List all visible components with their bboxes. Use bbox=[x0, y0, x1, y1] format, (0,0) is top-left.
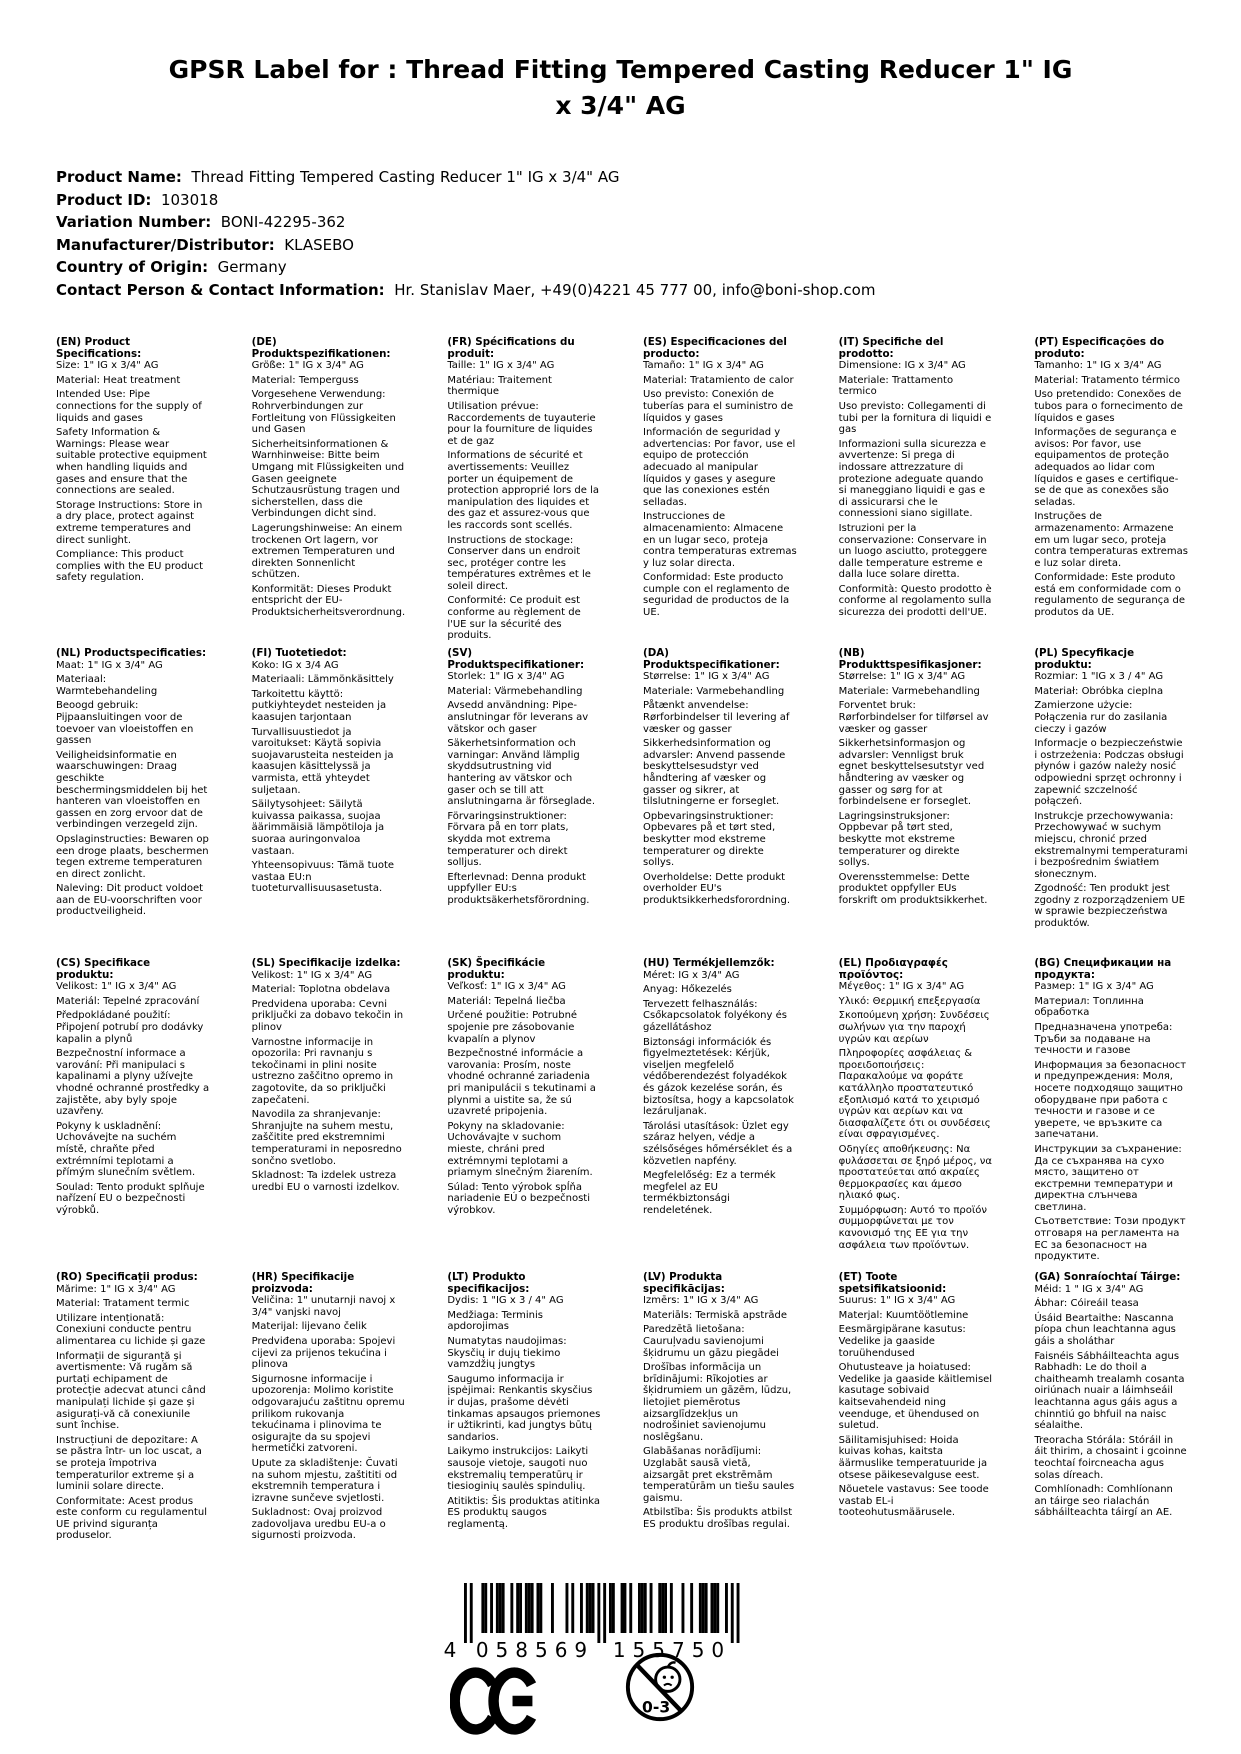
lang-paragraph: Skladnost: Ta izdelek ustreza uredbi EU o varnosti izdelkov. bbox=[251, 1170, 400, 1193]
lang-paragraph: Utilizare intenționată: Conexiuni conducte pentru alimentarea cu lichide și gaze bbox=[56, 1312, 206, 1347]
product-info-label: Manufacturer/Distributor: bbox=[56, 235, 275, 254]
lang-paragraph: Säkerhetsinformation och varningar: Använd lämplig skyddsutrustning vid hantering av vätskor och gaser och se till att anslutningarna är förseglade. bbox=[447, 738, 596, 808]
lang-paragraph: Bezpečnostné informácie a varovania: Prosím, noste vhodné ochranné zariadenia pri manipulácii s tekutinami a plynmi a uistite sa, že sú uzavreté pripojenia. bbox=[447, 1048, 596, 1118]
lang-cell-pt bbox=[1034, 337, 1188, 648]
lang-header-hu: (HU) Termékjellemzők: bbox=[643, 957, 775, 969]
lang-paragraph: Efterlevnad: Denna produkt uppfyller EU:s produktsäkerhetsförordning. bbox=[447, 871, 590, 906]
lang-paragraph: Velikost: 1" IG x 3/4" AG bbox=[251, 969, 373, 981]
lang-paragraph: Utilisation prévue: Raccordements de tuyauterie pour la fourniture de liquides et de gaz bbox=[447, 400, 596, 447]
lang-paragraph: Compliance: This product complies with the EU product safety regulation. bbox=[56, 549, 204, 584]
lang-paragraph: Forventet bruk: Rørforbindelser for tilførsel av væsker og gasser bbox=[838, 700, 989, 735]
lang-paragraph: Størrelse: 1" IG x 3/4" AG bbox=[643, 671, 770, 683]
lang-header-el: (EL) Προδιαγραφές προϊόντος: bbox=[838, 957, 948, 981]
lang-paragraph: Turvallisuustiedot ja varoitukset: Käytä sopivia suojavarusteita nesteiden ja kaasujen käsittelyssä ja varmista, että yhteydet suljetaan. bbox=[251, 726, 394, 796]
lang-paragraph: Säilytysohjeet: Säilytä kuivassa paikassa, suojaa äärimmäisiä lämpötiloja ja suoraa auringonvaloa vastaan. bbox=[251, 799, 385, 857]
lang-cell-de bbox=[252, 337, 406, 648]
lang-paragraph: Pokyny na skladovanie: Uchovávajte v suchom mieste, chráni pred extrémnymi teplotami a priamym slnečným žiarením. bbox=[447, 1120, 593, 1179]
lang-header-nb: (NB) Produkttspesifikasjoner: bbox=[838, 647, 982, 671]
lang-header-bg: (BG) Спецификации на продукта: bbox=[1034, 957, 1172, 981]
lang-paragraph: Pokyny k uskladnění: Uchovávejte na suchém místě, chraňte před extrémními teplotami a přímým slunečním světlem. bbox=[56, 1120, 196, 1179]
lang-paragraph: Conformité: Ce produit est conforme au règlement de l'UE sur la sécurité des produits. bbox=[447, 595, 581, 642]
product-info-row bbox=[56, 234, 1185, 257]
lang-paragraph: Uso previsto: Collegamenti di tubi per la fornitura di liquidi e gas bbox=[838, 400, 992, 436]
product-info-value: Thread Fitting Tempered Casting Reducer 1" IG x 3/4" AG bbox=[181, 168, 620, 186]
lang-paragraph: Matériau: Traitement thermique bbox=[447, 374, 552, 398]
product-info-label: Variation Number: bbox=[56, 213, 212, 231]
lang-paragraph: Paredzētā lietošana: Cauruļvadu savienojumi šķidrumu un gāzu piegādei bbox=[643, 1324, 779, 1359]
lang-paragraph: Taille: 1" IG x 3/4" AG bbox=[447, 360, 555, 372]
lang-paragraph: Beoogd gebruik: Pijpaansluitingen voor de toevoer van vloeistoffen en gassen bbox=[56, 700, 194, 747]
lang-paragraph: Istruzioni per la conservazione: Conservare in un luogo asciutto, proteggere dalle temperature estreme e dalla luce solare diretta. bbox=[838, 522, 987, 581]
lang-paragraph: Tárolási utasítások: Üzlet egy száraz helyen, védje a szélsőséges hőmérséklet és a közvetlen napfény. bbox=[643, 1120, 793, 1167]
lang-paragraph: Størrelse: 1" IG x 3/4" AG bbox=[838, 671, 966, 683]
lang-paragraph: Nõuetele vastavus: See toode vastab EL-i tooteohutusmäärusele. bbox=[838, 1484, 989, 1519]
product-info-value: KLASEBO bbox=[274, 235, 354, 254]
lang-header-cs: (CS) Specifikace produktu: bbox=[56, 957, 151, 981]
lang-paragraph: Atbilstība: Šis produkts atbilst ES produktu drošības regulai. bbox=[643, 1507, 793, 1530]
lang-paragraph: Treoracha Stórála: Stóráil in áit thirim, a chosaint i gcoinne teochtaí foircneacha agus solas díreach. bbox=[1034, 1434, 1187, 1481]
lang-paragraph: Material: Värmebehandling bbox=[447, 685, 583, 697]
lang-header-sk: (SK) Špecifikácie produktu: bbox=[447, 957, 546, 981]
lang-paragraph: Varnostne informacije in opozorila: Pri ravnanju s tekočinami in plini nosite ustrezno zaščitno opremo in zagotovite, da so priključki zapečateni. bbox=[251, 1036, 394, 1106]
lang-paragraph: Materjal: Kuumtöötlemine bbox=[838, 1309, 969, 1321]
lang-cell-nl bbox=[56, 648, 210, 958]
lang-paragraph: Megfelelőség: Ez a termék megfelel az EU termékbiztonsági rendeletének. bbox=[643, 1170, 776, 1216]
lang-paragraph: Sigurnosne informacije i upozorenja: Molimo koristite odgovarajuću zaštitnu opremu prilikom rukovanja tekućinama i plinovima te osigurajte da su spojevi hermetički zatvoreni. bbox=[251, 1373, 405, 1455]
lang-cell-ga bbox=[1034, 1272, 1188, 1542]
lang-paragraph: Intended Use: Pipe connections for the supply of liquids and gases bbox=[56, 389, 202, 424]
lang-paragraph: Materiál: Tepelná liečba bbox=[447, 995, 566, 1007]
lang-paragraph: Zamierzone użycie: Połączenia rur do zasilania cieczy i gazów bbox=[1034, 700, 1168, 735]
lang-paragraph: Saugumo informacija ir įspėjimai: Renkantis skysčius ir dujas, prašome dėvėti tinkamas apsaugos priemones ir užtikrinti, kad jungtys būtų sandarios. bbox=[447, 1373, 601, 1443]
lang-paragraph: Informacje o bezpieczeństwie i ostrzeżenia: Podczas obsługi płynów i gazów należy nosić odpowiedni sprzęt ochronny i zapewnić szczelność połączeń. bbox=[1034, 738, 1184, 808]
lang-paragraph: Lagringsinstruksjoner: Oppbevar på tørt sted, beskytte mot ekstreme temperaturer og direkte sollys. bbox=[838, 810, 960, 869]
lang-paragraph: Atitiktis: Šis produktas atitinka ES produktų saugos reglamentą. bbox=[447, 1495, 601, 1530]
lang-cell-nb bbox=[839, 648, 993, 958]
lang-paragraph: Koko: IG x 3/4 AG bbox=[251, 659, 339, 671]
lang-paragraph: Ábhar: Cóireáil teasa bbox=[1034, 1298, 1139, 1310]
lang-paragraph: Conformitate: Acest produs este conform cu regulamentul UE privind siguranța produselor. bbox=[56, 1495, 207, 1542]
lang-paragraph: Instructions de stockage: Conserver dans un endroit sec, protéger contre les températures extrêmes et le soleil direct. bbox=[447, 534, 591, 592]
language-grid bbox=[56, 337, 1188, 1542]
age-warning-icon bbox=[623, 1650, 697, 1728]
barcode-group2: 155750 bbox=[612, 1638, 732, 1662]
lang-paragraph: Материал: Топлинна обработка bbox=[1034, 995, 1144, 1019]
lang-paragraph: Información de seguridad y advertencias: Por favor, use el equipo de protección adecuado al manipular líquidos y gases y asegure que las conexiones estén selladas. bbox=[643, 427, 796, 508]
lang-cell-sv bbox=[447, 648, 601, 958]
lang-paragraph: Informazioni sulla sicurezza e avvertenze: Si prega di indossare attrezzature di protezione adeguate quando si maneggiano liquidi e gas e di assicurarsi che le connessioni siano sigillate. bbox=[838, 438, 987, 520]
lang-header-ro: (RO) Specificații produs: bbox=[56, 1271, 198, 1283]
lang-paragraph: Overensstemmelse: Dette produktet oppfyller EUs forskrift om produktsikkerhet. bbox=[838, 871, 988, 906]
barcode-first-digit: 4 bbox=[443, 1638, 457, 1662]
lang-paragraph: Bezpečnostní informace a varování: Při manipulaci s kapalinami a plyny užívejte vhodné ochranné prostředky a zajistěte, aby byly spoje uzavřeny. bbox=[56, 1048, 210, 1118]
barcode-group1: 058569 bbox=[475, 1638, 595, 1662]
product-info-label: Product Name: bbox=[56, 168, 182, 186]
age-warning-text: 0-3 bbox=[642, 1698, 671, 1717]
lang-cell-sk bbox=[447, 958, 601, 1272]
lang-paragraph: Größe: 1" IG x 3/4" AG bbox=[251, 360, 364, 372]
lang-paragraph: Instrucțiuni de depozitare: A se păstra într- un loc uscat, a se proteja împotriva temperaturilor extreme și a luminii solare directe. bbox=[56, 1434, 202, 1493]
lang-cell-et bbox=[839, 1272, 993, 1542]
lang-paragraph: Materiāls: Termiskā apstrāde bbox=[643, 1309, 788, 1321]
lang-paragraph: Instrucciones de almacenamiento: Almacene en un lugar seco, proteja contra temperaturas extremas y luz solar directa. bbox=[643, 511, 797, 569]
lang-header-en: (EN) Product Specifications: bbox=[56, 336, 142, 360]
lang-paragraph: Συμμόρφωση: Αυτό το προϊόν συμμορφώνεται με τον κανονισμό της ΕΕ για την ασφάλεια των προϊόντων. bbox=[838, 1204, 987, 1251]
lang-paragraph: Uso pretendido: Conexões de tubos para o fornecimento de líquidos e gases bbox=[1034, 389, 1183, 424]
lang-paragraph: Upute za skladištenje: Čuvati na suhom mjestu, zaštititi od ekstremnih temperatura i izravne sunčeve svjetlosti. bbox=[251, 1457, 398, 1504]
lang-cell-cs bbox=[56, 958, 210, 1272]
lang-paragraph: Size: 1" IG x 3/4" AG bbox=[56, 360, 159, 372]
lang-paragraph: Konformität: Dieses Produkt entspricht der EU-Produktsicherheitsverordnung. bbox=[251, 583, 406, 619]
lang-paragraph: Veľkosť: 1" IG x 3/4" AG bbox=[447, 981, 566, 993]
lang-paragraph: Drošības informācija un brīdinājumi: Rīkojoties ar šķidrumiem un gāzēm, lūdzu, lietojiet piemērotus aizsarglīdzekļus un nodrošiniet savienojumu noslēgšanu. bbox=[643, 1362, 792, 1443]
lang-paragraph: Materiale: Varmebehandling bbox=[838, 685, 980, 697]
lang-header-it: (IT) Specifiche del prodotto: bbox=[838, 336, 944, 360]
lang-paragraph: Biztonsági információk és figyelmeztetések: Kérjük, viseljen megfelelő védőberendezést folyadékok és gázok kezelése során, és biztosítsa, hogy a kapcsolatok lezáruljanak. bbox=[643, 1036, 794, 1118]
lang-cell-sl bbox=[252, 958, 406, 1272]
lang-paragraph: Dimensione: IG x 3/4" AG bbox=[838, 360, 966, 372]
product-info-row bbox=[56, 256, 1185, 279]
lang-paragraph: Tamaño: 1" IG x 3/4" AG bbox=[643, 360, 764, 372]
lang-paragraph: Υλικό: Θερμική επεξεργασία bbox=[838, 995, 981, 1007]
lang-paragraph: Navodila za shranjevanje: Shranjujte na suhem mestu, zaščitite pred ekstremnimi temperaturami in neposredno sončno svetlobo. bbox=[251, 1109, 402, 1167]
lang-paragraph: Naleving: Dit product voldoet aan de EU-voorschriften voor productveiligheid. bbox=[56, 883, 204, 918]
lang-paragraph: Méret: IG x 3/4" AG bbox=[643, 969, 740, 981]
product-info-label: Contact Person & Contact Information: bbox=[56, 280, 385, 299]
product-info-row bbox=[56, 211, 1185, 234]
lang-header-lt: (LT) Produkto specifikacijos: bbox=[447, 1271, 530, 1295]
lang-paragraph: Materiaali: Lämmönkäsittely bbox=[251, 674, 394, 686]
lang-paragraph: Úsáid Beartaithe: Nascanna píopa chun leachtanna agus gáis a sholáthar bbox=[1034, 1312, 1176, 1347]
lang-paragraph: Suurus: 1" IG x 3/4" AG bbox=[838, 1295, 956, 1307]
lang-paragraph: Glabāšanas norādījumi: Uzglabāt sausā vietā, aizsargāt pret ekstrēmām temperatūrām un tiešu saules gaismu. bbox=[643, 1446, 795, 1504]
lang-paragraph: Информация за безопасност и предупреждения: Моля, носете подходящо защитно оборудване при работа с течности и газове и се уверете, че връзките са запечатани. bbox=[1034, 1059, 1187, 1141]
lang-paragraph: Predvidena uporaba: Cevni priključki za dobavo tekočin in plinov bbox=[251, 998, 404, 1033]
lang-paragraph: Påtænkt anvendelse: Rørforbindelser til levering af væsker og gasser bbox=[643, 700, 790, 735]
ce-mark-icon bbox=[450, 1663, 540, 1743]
product-info-value: Hr. Stanislav Maer, +49(0)4221 45 777 00, info@boni-shop.com bbox=[384, 280, 876, 299]
lang-paragraph: Veličina: 1" unutarnji navoj x 3/4" vanjski navoj bbox=[251, 1295, 396, 1318]
lang-paragraph: Tarkoitettu käyttö: putkiyhteydet nesteiden ja kaasujen tarjontaan bbox=[251, 688, 387, 723]
lang-paragraph: Medžiaga: Terminis apdorojimas bbox=[447, 1309, 543, 1333]
lang-cell-lv bbox=[643, 1272, 797, 1542]
lang-paragraph: Materiał: Obróbka cieplna bbox=[1034, 685, 1164, 697]
lang-paragraph: Velikost: 1" IG x 3/4" AG bbox=[56, 981, 177, 993]
lang-paragraph: Maat: 1" IG x 3/4" AG bbox=[56, 659, 163, 671]
lang-cell-bg bbox=[1034, 958, 1188, 1272]
lang-paragraph: Material: Toplotna obdelava bbox=[251, 984, 391, 996]
page-title-text: GPSR Label for : Thread Fitting Tempered Casting Reducer 1" IG x 3/4" AG bbox=[168, 55, 1073, 121]
lang-paragraph: Anyag: Hőkezelés bbox=[643, 984, 732, 996]
lang-paragraph: Предназначена употреба: Тръби за подаване на течности и газове bbox=[1034, 1021, 1173, 1057]
lang-paragraph: Yhteensopivuus: Tämä tuote vastaa EU:n tuoteturvallisuusasetusta. bbox=[251, 860, 395, 895]
product-info-value: BONI-42295-362 bbox=[211, 213, 346, 231]
product-info-label: Country of Origin: bbox=[56, 258, 209, 276]
lang-paragraph: Safety Information & Warnings: Please wear suitable protective equipment when handling liquids and gases and ensure that the connections are sealed. bbox=[56, 427, 207, 497]
lang-paragraph: Material: Tratament termic bbox=[56, 1298, 190, 1310]
lang-paragraph: Overholdelse: Dette produkt overholder EU's produktsikkerhedsforordning. bbox=[643, 871, 791, 906]
lang-paragraph: Eesmärgipärane kasutus: Vedelike ja gaaside toruühendused bbox=[838, 1324, 966, 1359]
lang-header-fr: (FR) Spécifications du produit: bbox=[447, 336, 575, 360]
lang-paragraph: Méid: 1 " IG x 3/4" AG bbox=[1034, 1283, 1144, 1295]
lang-cell-hu bbox=[643, 958, 797, 1272]
lang-paragraph: Opbevaringsinstruktioner: Opbevares på et tørt sted, beskytter mod ekstreme temperaturer og direkte sollys. bbox=[643, 810, 776, 869]
lang-paragraph: Informations de sécurité et avertissements: Veuillez porter un équipement de protection approprié lors de la manipulation des liquides et des gaz et assurez-vous que les raccords sont scellés. bbox=[447, 450, 599, 531]
lang-paragraph: Sikkerhedsinformation og advarsler: Anvend passende beskyttelsesudstyr ved håndtering af væsker og gasser og sikrer, at tilslutningerne er forseglet. bbox=[643, 738, 786, 808]
lang-header-es: (ES) Especificaciones del producto: bbox=[643, 336, 787, 360]
lang-paragraph: Material: Temperguss bbox=[251, 374, 359, 386]
lang-cell-hr bbox=[252, 1272, 406, 1542]
barcode-bars bbox=[428, 1583, 750, 1663]
ean-barcode bbox=[428, 1583, 750, 1663]
lang-paragraph: Инструкции за съхранение: Да се съхранява на сухо място, защитено от екстремни температури и директна слънчева светлина. bbox=[1034, 1143, 1182, 1213]
lang-paragraph: Ohutusteave ja hoiatused: Vedelike ja gaaside käitlemisel kasutage sobivaid kaitsevahendeid ning veenduge, et ühendused on suletud. bbox=[838, 1362, 993, 1432]
lang-paragraph: Laikymo instrukcijos: Laikyti sausoje vietoje, saugoti nuo ekstremalių temperatūrų ir tiesioginių saulės spindulių. bbox=[447, 1446, 589, 1493]
lang-header-pl: (PL) Specyfikacje produktu: bbox=[1034, 647, 1135, 671]
lang-paragraph: Размер: 1" IG x 3/4" AG bbox=[1034, 981, 1154, 993]
lang-header-nl: (NL) Productspecificaties: bbox=[56, 647, 207, 659]
lang-paragraph: Lagerungshinweise: An einem trockenen Ort lagern, vor extremen Temperaturen und direkten Sonnenlicht schützen. bbox=[251, 522, 403, 581]
lang-header-da: (DA) Produktspecifikationer: bbox=[643, 647, 780, 671]
lang-paragraph: Materiale: Varmebehandling bbox=[643, 685, 785, 697]
product-info-row bbox=[56, 166, 1185, 189]
lang-paragraph: Izmērs: 1" IG x 3/4" AG bbox=[643, 1295, 759, 1307]
product-info-label: Product ID: bbox=[56, 190, 152, 209]
lang-paragraph: Förvaringsinstruktioner: Förvara på en torr plats, skydda mot extrema temperaturer och direkt solljus. bbox=[447, 810, 569, 869]
lang-paragraph: Tervezett felhasználás: Csőkapcsolatok folyékony és gázellátáshoz bbox=[643, 998, 787, 1033]
lang-header-hr: (HR) Specifikacije proizvoda: bbox=[251, 1271, 355, 1295]
lang-paragraph: Storage Instructions: Store in a dry place, protect against extreme temperatures and direct sunlight. bbox=[56, 499, 203, 546]
lang-header-de: (DE) Produktspezifikationen: bbox=[251, 336, 391, 360]
lang-paragraph: Съответствие: Този продукт отговаря на регламента на ЕС за безопасност на продуктите. bbox=[1034, 1216, 1186, 1263]
lang-header-sv: (SV) Produktspecifikationer: bbox=[447, 647, 585, 671]
lang-paragraph: Mărime: 1" IG x 3/4" AG bbox=[56, 1283, 176, 1295]
lang-paragraph: Soulad: Tento produkt splňuje nařízení EU o bezpečnosti výrobků. bbox=[56, 1181, 205, 1216]
lang-paragraph: Dydis: 1 "IG x 3 / 4" AG bbox=[447, 1295, 564, 1307]
lang-paragraph: Faisnéis Sábháilteachta agus Rabhadh: Le do thoil a chaitheamh trealamh cosanta oiriúnach nuair a láimhseáil leachtanna agus gáis agus a chinntiú go bhfuil na naisc séalaithe. bbox=[1034, 1350, 1185, 1432]
lang-paragraph: Materiaal: Warmtebehandeling bbox=[56, 674, 158, 697]
lang-paragraph: Σκοπούμενη χρήση: Συνδέσεις σωλήνων για την παροχή υγρών και αερίων bbox=[838, 1010, 990, 1045]
lang-paragraph: Material: Tratamiento de calor bbox=[643, 374, 794, 386]
lang-paragraph: Určené použitie: Potrubné spojenie pre zásobovanie kvapalín a plynov bbox=[447, 1010, 578, 1045]
lang-paragraph: Οδηγίες αποθήκευσης: Να φυλάσσεται σε ξηρό μέρος, να προστατεύεται από ακραίες θερμοκρασίες και άμεσο ηλιακό φως. bbox=[838, 1143, 992, 1202]
lang-header-et: (ET) Toote spetsifikatsioonid: bbox=[838, 1271, 947, 1295]
lang-cell-fi bbox=[252, 648, 406, 958]
lang-paragraph: Material: Heat treatment bbox=[56, 374, 181, 386]
lang-header-lv: (LV) Produkta specifikācijas: bbox=[643, 1271, 725, 1295]
page-title bbox=[0, 52, 1241, 125]
lang-paragraph: Zgodność: Ten produkt jest zgodny z rozporządzeniem UE w sprawie bezpieczeństwa produktów. bbox=[1034, 883, 1186, 930]
lang-cell-ro bbox=[56, 1272, 210, 1542]
lang-cell-da bbox=[643, 648, 797, 958]
lang-paragraph: Numatytas naudojimas: Skysčių ir dujų tiekimo vamzdžių jungtys bbox=[447, 1335, 567, 1371]
lang-paragraph: Veiligheidsinformatie en waarschuwingen: Draag geschikte beschermingsmiddelen bij het hanteren van vloeistoffen en gassen en zorg ervoor dat de verbindingen verzegeld zijn. bbox=[56, 749, 208, 831]
lang-paragraph: Instruções de armazenamento: Armazene em um lugar seco, proteja contra temperaturas extremas e luz solar direta. bbox=[1034, 511, 1188, 569]
lang-header-sl: (SL) Specifikacije izdelka: bbox=[251, 957, 401, 969]
lang-cell-fr bbox=[447, 337, 601, 648]
product-info-row bbox=[56, 189, 1185, 212]
lang-paragraph: Instrukcje przechowywania: Przechowywać w suchym miejscu, chronić przed ekstremalnymi temperaturami i bezpośrednim światłem słonecznym. bbox=[1034, 810, 1188, 880]
lang-paragraph: Materiale: Trattamento termico bbox=[838, 374, 954, 398]
lang-paragraph: Rozmiar: 1 "IG x 3 / 4" AG bbox=[1034, 671, 1164, 683]
lang-paragraph: Tamanho: 1" IG x 3/4" AG bbox=[1034, 360, 1162, 372]
lang-cell-it bbox=[839, 337, 993, 648]
lang-cell-pl bbox=[1034, 648, 1188, 958]
lang-paragraph: Předpokládané použití: Připojení potrubí pro dodávky kapalin a plynů bbox=[56, 1010, 204, 1045]
lang-paragraph: Materijal: lijevano čelik bbox=[251, 1321, 367, 1333]
lang-paragraph: Informações de segurança e avisos: Por favor, use equipamentos de proteção adequados ao lidar com líquidos e gases e certifique-se de que as conexões são seladas. bbox=[1034, 427, 1179, 508]
lang-paragraph: Sicherheitsinformationen & Warnhinweise: Bitte beim Umgang mit Flüssigkeiten und Gasen geeignete Schutzausrüstung tragen und sicherstellen, dass die Verbindungen dicht sind. bbox=[251, 438, 405, 520]
lang-paragraph: Uso previsto: Conexión de tuberías para el suministro de líquidos y gases bbox=[643, 389, 794, 424]
lang-header-pt: (PT) Especificações do produto: bbox=[1034, 336, 1165, 360]
lang-paragraph: Material: Tratamento térmico bbox=[1034, 374, 1181, 386]
lang-paragraph: Conformità: Questo prodotto è conforme al regolamento sulla sicurezza dei prodotti dell'UE. bbox=[838, 583, 992, 619]
lang-paragraph: Comhlíonadh: Comhlíonann an táirge seo rialachán sábháilteachta táirgí an AE. bbox=[1034, 1484, 1173, 1519]
lang-cell-el bbox=[839, 958, 993, 1272]
lang-paragraph: Predviđena uporaba: Spojevi cijevi za prijenos tekućina i plinova bbox=[251, 1335, 396, 1371]
lang-paragraph: Sukladnost: Ovaj proizvod zadovoljava uredbu EU-a o sigurnosti proizvoda. bbox=[251, 1507, 386, 1542]
lang-cell-es bbox=[643, 337, 797, 648]
lang-header-fi: (FI) Tuotetiedot: bbox=[251, 647, 347, 659]
lang-paragraph: Säilitamisjuhised: Hoida kuivas kohas, kaitsta äärmuslike temperatuuride ja otsese päikesevalguse eest. bbox=[838, 1434, 988, 1481]
lang-paragraph: Súlad: Tento výrobok spĺňa nariadenie EÚ o bezpečnosti výrobkov. bbox=[447, 1181, 590, 1216]
lang-paragraph: Informații de siguranță și avertismente: Vă rugăm să purtați echipament de protecție adecvat atunci când manipulați lichide și gaze și asigurați-vă că conexiunile sunt închise. bbox=[56, 1350, 206, 1432]
lang-paragraph: Storlek: 1" IG x 3/4" AG bbox=[447, 671, 565, 683]
lang-paragraph: Sikkerhetsinformasjon og advarsler: Vennligst bruk egnet beskyttelsesutstyr ved håndtering av væsker og gasser og sørg for at forbindelsene er forseglet. bbox=[838, 738, 985, 808]
product-info-value: Germany bbox=[208, 258, 287, 276]
lang-cell-en bbox=[56, 337, 210, 648]
lang-paragraph: Μέγεθος: 1" IG x 3/4" AG bbox=[838, 981, 965, 993]
lang-paragraph: Vorgesehene Verwendung: Rohrverbindungen zur Fortleitung von Flüssigkeiten und Gasen bbox=[251, 389, 396, 436]
product-info bbox=[56, 166, 1185, 301]
lang-paragraph: Opslaginstructies: Bewaren op een droge plaats, beschermen tegen extreme temperaturen en direct zonlicht. bbox=[56, 833, 209, 880]
product-info-value: 103018 bbox=[151, 190, 219, 209]
lang-paragraph: Materiál: Tepelné zpracování bbox=[56, 995, 200, 1007]
lang-cell-lt bbox=[447, 1272, 601, 1542]
lang-paragraph: Conformidade: Este produto está em conformidade com o regulamento de segurança de produtos da UE. bbox=[1034, 572, 1186, 619]
lang-paragraph: Avsedd användning: Pipe-anslutningar för leverans av vätskor och gaser bbox=[447, 700, 589, 735]
lang-header-ga: (GA) Sonraíochtaí Táirge: bbox=[1034, 1271, 1181, 1283]
lang-paragraph: Πληροφορίες ασφάλειας & προειδοποιήσεις: Παρακαλούμε να φοράτε κατάλληλο προστατευτικό εξοπλισμό κατά το χειρισμό υγρών και αερίων και να διασφαλίζετε ότι οι συνδέσεις είναι σφραγισμένες. bbox=[838, 1048, 991, 1141]
product-info-row bbox=[56, 279, 1185, 302]
lang-paragraph: Conformidad: Este producto cumple con el reglamento de seguridad de productos de la UE. bbox=[643, 572, 790, 619]
